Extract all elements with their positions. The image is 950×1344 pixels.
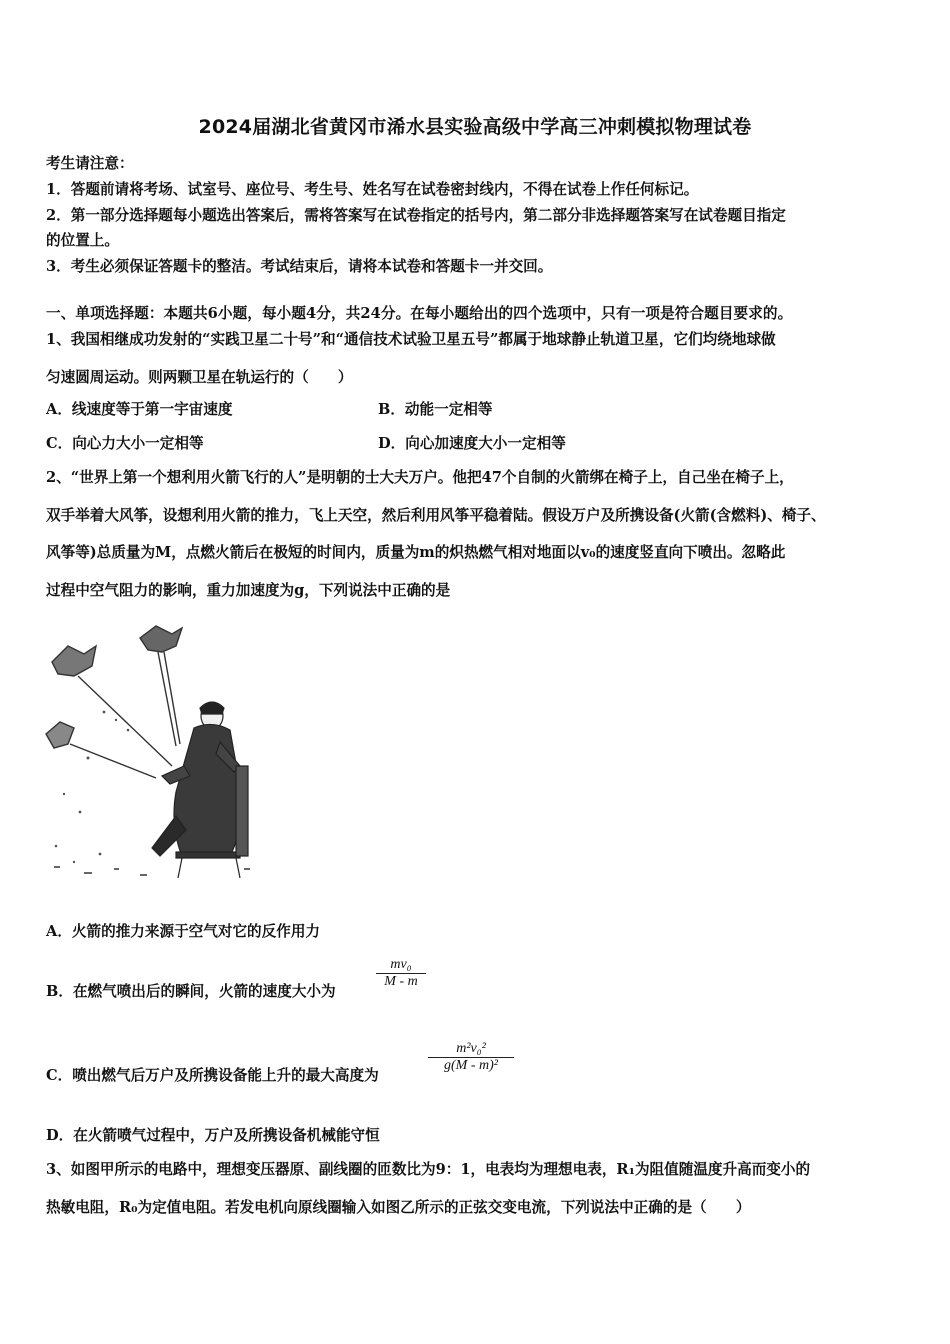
fraction-denominator: g(M - m)² — [444, 1058, 498, 1073]
q2-option-b: B．在燃气喷出后的瞬间，火箭的速度大小为 — [46, 983, 336, 1000]
q1-option-a: A．线速度等于第一宇宙速度 — [46, 401, 233, 418]
question-1-text: 匀速圆周运动。则两颗卫星在轨运行的（ ） — [46, 369, 353, 386]
q2-option-b-fraction — [376, 957, 426, 990]
fraction-denominator: M - m — [384, 974, 418, 989]
fraction-numerator: m²v₀² — [456, 1041, 486, 1056]
question-3-text: 热敏电阻，R₀为定值电阻。若发电机向原线圈输入如图乙所示的正弦交变电流，下列说法中正确的是（ ） — [46, 1199, 751, 1216]
question-2-text: 双手举着大风筝，设想利用火箭的推力，飞上天空，然后利用风筝平稳着陆。假设万户及所携设备(火箭(含燃料)、椅子、 — [46, 507, 826, 524]
page-title: 2024届湖北省黄冈市浠水县实验高级中学高三冲刺模拟物理试卷 — [198, 116, 752, 138]
section-heading: 一、单项选择题：本题共6小题，每小题4分，共24分。在每小题给出的四个选项中，只有一项是符合题目要求的。 — [46, 305, 793, 322]
question-3-text: 3、如图甲所示的电路中，理想变压器原、副线圈的匝数比为9：1，电表均为理想电表，R₁为阻值随温度升高而变小的 — [46, 1161, 811, 1178]
wan-hu-rocket-chair-illustration — [44, 616, 264, 884]
question-2-text: 2、“世界上第一个想利用火箭飞行的人”是明朝的士大夫万户。他把47个自制的火箭绑在椅子上，自己坐在椅子上， — [46, 469, 794, 486]
notice-heading: 考生请注意： — [46, 155, 134, 172]
q1-option-b: B．动能一定相等 — [378, 401, 493, 418]
q2-option-d: D．在火箭喷气过程中，万户及所携设备机械能守恒 — [46, 1127, 380, 1144]
fraction-numerator: mv₀ — [390, 957, 412, 972]
notice-item: 2．第一部分选择题每小题选出答案后，需将答案写在试卷指定的括号内，第二部分非选择题答案写在试卷题目指定 — [46, 207, 786, 224]
q1-option-c: C．向心力大小一定相等 — [46, 435, 204, 452]
notice-item: 3．考生必须保证答题卡的整洁。考试结束后，请将本试卷和答题卡一并交回。 — [46, 258, 553, 275]
q1-option-d: D．向心加速度大小一定相等 — [378, 435, 566, 452]
notice-item: 1．答题前请将考场、试室号、座位号、考生号、姓名写在试卷密封线内，不得在试卷上作任何标记。 — [46, 181, 699, 198]
question-1-text: 1、我国相继成功发射的“实践卫星二十号”和“通信技术试验卫星五号”都属于地球静止轨道卫星，它们均绕地球做 — [46, 331, 776, 348]
q2-option-c: C．喷出燃气后万户及所携设备能上升的最大高度为 — [46, 1067, 379, 1084]
question-2-text: 过程中空气阻力的影响，重力加速度为g，下列说法中正确的是 — [46, 582, 451, 599]
question-2-text: 风筝等)总质量为M，点燃火箭后在极短的时间内，质量为m的炽热燃气相对地面以v₀的速度竖直向下喷出。忽略此 — [46, 544, 786, 561]
q2-option-c-fraction — [428, 1041, 514, 1074]
notice-item: 的位置上。 — [46, 232, 119, 249]
q2-option-a: A．火箭的推力来源于空气对它的反作用力 — [46, 923, 321, 940]
